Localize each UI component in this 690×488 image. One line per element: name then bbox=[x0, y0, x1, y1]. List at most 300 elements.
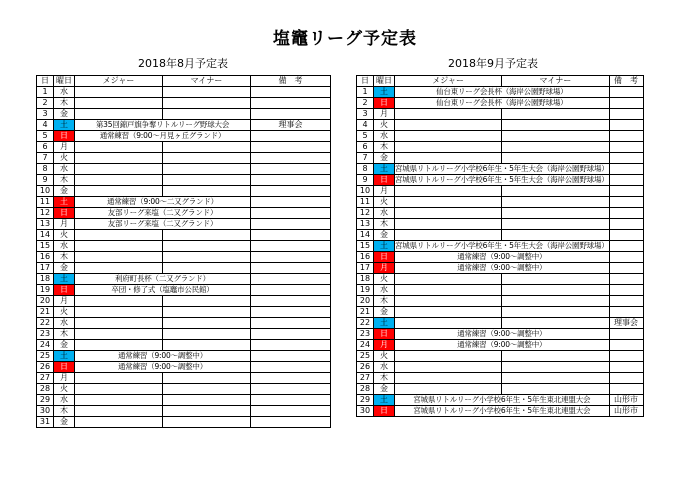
table-row bbox=[37, 384, 331, 395]
day-cell: 6 bbox=[37, 142, 54, 153]
weekday-cell: 水 bbox=[54, 318, 75, 329]
table-row bbox=[37, 351, 331, 362]
event-cell: 通常練習（9:00～調整中） bbox=[395, 329, 610, 340]
table-row bbox=[37, 142, 331, 153]
minor-cell bbox=[163, 406, 251, 417]
event-cell: 宮城県リトルリーグ小学校6年生・5年生大会（海岸公園野球場） bbox=[395, 175, 609, 184]
weekday-cell: 日 bbox=[374, 329, 395, 340]
table-row bbox=[37, 230, 331, 241]
weekday-cell: 火 bbox=[54, 153, 75, 164]
minor-cell bbox=[163, 252, 251, 263]
table-row bbox=[357, 98, 644, 109]
day-cell: 14 bbox=[357, 230, 374, 241]
note-cell bbox=[251, 395, 331, 406]
day-cell: 10 bbox=[357, 186, 374, 197]
day-cell: 9 bbox=[357, 175, 374, 186]
note-cell bbox=[609, 296, 643, 307]
major-cell bbox=[75, 384, 163, 395]
note-cell bbox=[251, 307, 331, 318]
event-cell: 通常練習（9:00～月見ヶ丘グランド） bbox=[75, 131, 251, 142]
minor-cell bbox=[163, 395, 251, 406]
minor-cell bbox=[502, 131, 609, 142]
major-cell bbox=[395, 219, 502, 230]
weekday-cell: 土 bbox=[374, 87, 395, 98]
note-cell bbox=[251, 296, 331, 307]
note-cell bbox=[251, 384, 331, 395]
note-cell bbox=[609, 285, 643, 296]
note-cell bbox=[251, 351, 331, 362]
weekday-cell: 土 bbox=[54, 274, 75, 285]
september-title: 2018年9月予定表 bbox=[448, 57, 538, 70]
header-minor: マイナー bbox=[163, 76, 251, 87]
weekday-cell: 水 bbox=[374, 131, 395, 142]
minor-cell bbox=[163, 98, 251, 109]
day-cell: 26 bbox=[357, 362, 374, 373]
minor-cell bbox=[502, 362, 609, 373]
table-row bbox=[357, 373, 644, 384]
august-rows bbox=[37, 87, 331, 428]
major-cell bbox=[395, 351, 502, 362]
table-row bbox=[357, 164, 644, 175]
weekday-cell: 水 bbox=[54, 87, 75, 98]
table-row bbox=[357, 329, 644, 340]
header-weekday: 曜日 bbox=[54, 76, 75, 87]
day-cell: 4 bbox=[357, 120, 374, 131]
event-cell: 宮城県リトルリーグ小学校6年生・5年生東北連盟大会 bbox=[395, 406, 610, 417]
day-cell: 11 bbox=[357, 197, 374, 208]
note-cell bbox=[251, 208, 331, 219]
table-row bbox=[357, 252, 644, 263]
table-row bbox=[357, 109, 644, 120]
header-day: 日 bbox=[37, 76, 54, 87]
weekday-cell: 日 bbox=[54, 131, 75, 142]
minor-cell bbox=[502, 296, 609, 307]
table-row bbox=[357, 362, 644, 373]
weekday-cell: 金 bbox=[374, 153, 395, 164]
weekday-cell: 日 bbox=[374, 406, 395, 417]
weekday-cell: 金 bbox=[54, 109, 75, 120]
note-cell bbox=[609, 274, 643, 285]
weekday-cell: 金 bbox=[54, 186, 75, 197]
event-cell: 宮城県リトルリーグ小学校6年生・5年生大会（海岸公園野球場） bbox=[395, 241, 609, 250]
table-row bbox=[37, 340, 331, 351]
note-cell bbox=[609, 186, 643, 197]
weekday-cell: 火 bbox=[54, 307, 75, 318]
table-row bbox=[37, 285, 331, 296]
day-cell: 19 bbox=[37, 285, 54, 296]
minor-cell bbox=[163, 230, 251, 241]
day-cell: 7 bbox=[37, 153, 54, 164]
weekday-cell: 金 bbox=[374, 230, 395, 241]
major-cell bbox=[395, 230, 502, 241]
table-row bbox=[37, 186, 331, 197]
weekday-cell: 日 bbox=[54, 362, 75, 373]
table-row bbox=[357, 351, 644, 362]
weekday-cell: 日 bbox=[54, 285, 75, 296]
table-row bbox=[37, 153, 331, 164]
major-cell bbox=[395, 142, 502, 153]
day-cell: 20 bbox=[357, 296, 374, 307]
note-cell bbox=[609, 120, 643, 131]
minor-cell bbox=[163, 186, 251, 197]
table-row bbox=[357, 230, 644, 241]
weekday-cell: 木 bbox=[54, 175, 75, 186]
day-cell: 30 bbox=[357, 406, 374, 417]
table-row bbox=[357, 219, 644, 230]
event-cell: 卒団・修了式（塩竈市公民館） bbox=[75, 285, 251, 296]
note-cell bbox=[251, 186, 331, 197]
minor-cell bbox=[502, 186, 609, 197]
weekday-cell: 月 bbox=[54, 296, 75, 307]
note-cell bbox=[251, 142, 331, 153]
note-cell bbox=[251, 230, 331, 241]
major-cell bbox=[75, 142, 163, 153]
weekday-cell: 木 bbox=[374, 296, 395, 307]
weekday-cell: 土 bbox=[374, 164, 395, 175]
day-cell: 16 bbox=[357, 252, 374, 263]
weekday-cell: 土 bbox=[54, 120, 75, 131]
major-cell bbox=[75, 153, 163, 164]
weekday-cell: 木 bbox=[374, 373, 395, 384]
major-cell bbox=[75, 175, 163, 186]
event-cell: 通常練習（9:00～調整中） bbox=[395, 263, 610, 274]
table-row bbox=[37, 131, 331, 142]
table-row bbox=[37, 208, 331, 219]
table-row bbox=[357, 120, 644, 131]
weekday-cell: 火 bbox=[374, 351, 395, 362]
weekday-cell: 月 bbox=[374, 109, 395, 120]
weekday-cell: 土 bbox=[54, 351, 75, 362]
weekday-cell: 木 bbox=[54, 98, 75, 109]
note-cell bbox=[251, 263, 331, 274]
day-cell: 23 bbox=[37, 329, 54, 340]
table-row bbox=[357, 153, 644, 164]
page-title: 塩竈リーグ予定表 bbox=[273, 29, 417, 49]
day-cell: 24 bbox=[37, 340, 54, 351]
minor-cell bbox=[163, 175, 251, 186]
weekday-cell: 木 bbox=[374, 142, 395, 153]
note-cell bbox=[251, 329, 331, 340]
table-row bbox=[357, 384, 644, 395]
day-cell: 15 bbox=[37, 241, 54, 252]
header-weekday: 曜日 bbox=[374, 76, 395, 87]
minor-cell bbox=[502, 197, 609, 208]
minor-cell bbox=[502, 373, 609, 384]
day-cell: 29 bbox=[37, 395, 54, 406]
minor-cell bbox=[163, 263, 251, 274]
note-cell bbox=[609, 153, 643, 164]
table-row bbox=[357, 241, 644, 252]
note-cell bbox=[609, 373, 643, 384]
day-cell: 13 bbox=[357, 219, 374, 230]
table-row bbox=[357, 87, 644, 98]
day-cell: 29 bbox=[357, 395, 374, 406]
minor-cell bbox=[163, 307, 251, 318]
table-row bbox=[357, 406, 644, 417]
note-cell bbox=[251, 340, 331, 351]
note-cell bbox=[609, 219, 643, 230]
weekday-cell: 日 bbox=[54, 208, 75, 219]
event-cell: 第35回錦戸旗争奪リトルリーグ野球大会 bbox=[75, 120, 251, 131]
day-cell: 7 bbox=[357, 153, 374, 164]
table-row bbox=[37, 241, 331, 252]
note-cell bbox=[609, 208, 643, 219]
weekday-cell: 日 bbox=[374, 252, 395, 263]
day-cell: 26 bbox=[37, 362, 54, 373]
weekday-cell: 金 bbox=[54, 340, 75, 351]
note-cell bbox=[609, 175, 643, 186]
major-cell bbox=[75, 340, 163, 351]
note-cell bbox=[609, 142, 643, 153]
major-cell bbox=[75, 252, 163, 263]
table-row bbox=[37, 296, 331, 307]
table-row bbox=[37, 373, 331, 384]
major-cell bbox=[75, 186, 163, 197]
day-cell: 21 bbox=[37, 307, 54, 318]
note-cell bbox=[251, 417, 331, 428]
weekday-cell: 日 bbox=[374, 175, 395, 186]
note-cell bbox=[609, 98, 643, 109]
day-cell: 9 bbox=[37, 175, 54, 186]
table-row bbox=[37, 329, 331, 340]
major-cell bbox=[395, 208, 502, 219]
day-cell: 1 bbox=[357, 87, 374, 98]
day-cell: 21 bbox=[357, 307, 374, 318]
day-cell: 17 bbox=[357, 263, 374, 274]
minor-cell bbox=[163, 318, 251, 329]
major-cell bbox=[75, 109, 163, 120]
table-row bbox=[37, 175, 331, 186]
day-cell: 10 bbox=[37, 186, 54, 197]
event-cell: 通常練習（9:00～調整中） bbox=[395, 252, 610, 263]
day-cell: 8 bbox=[357, 164, 374, 175]
weekday-cell: 火 bbox=[374, 197, 395, 208]
august-title: 2018年8月予定表 bbox=[138, 57, 228, 70]
event-cell: 通常練習（9:00～調整中） bbox=[75, 351, 251, 362]
weekday-cell: 水 bbox=[374, 208, 395, 219]
day-cell: 12 bbox=[357, 208, 374, 219]
table-row bbox=[357, 340, 644, 351]
table-row bbox=[37, 109, 331, 120]
minor-cell bbox=[502, 285, 609, 296]
major-cell bbox=[395, 307, 502, 318]
table-row bbox=[357, 285, 644, 296]
note-cell: 理事会 bbox=[251, 120, 331, 131]
weekday-cell: 水 bbox=[54, 241, 75, 252]
table-row bbox=[37, 164, 331, 175]
table-row bbox=[37, 307, 331, 318]
note-cell bbox=[251, 362, 331, 373]
day-cell: 27 bbox=[357, 373, 374, 384]
note-cell: 山形市 bbox=[609, 406, 643, 417]
event-cell: 通常練習（9:00～調整中） bbox=[395, 340, 610, 351]
weekday-cell: 月 bbox=[374, 263, 395, 274]
major-cell bbox=[395, 186, 502, 197]
weekday-cell: 水 bbox=[54, 164, 75, 175]
table-row bbox=[37, 417, 331, 428]
note-cell bbox=[609, 241, 643, 252]
day-cell: 30 bbox=[37, 406, 54, 417]
weekday-cell: 木 bbox=[374, 219, 395, 230]
note-cell bbox=[251, 164, 331, 175]
note-cell bbox=[609, 252, 643, 263]
major-cell bbox=[75, 87, 163, 98]
weekday-cell: 月 bbox=[374, 186, 395, 197]
major-cell bbox=[75, 373, 163, 384]
minor-cell bbox=[502, 384, 609, 395]
weekday-cell: 月 bbox=[54, 373, 75, 384]
table-row bbox=[37, 406, 331, 417]
day-cell: 22 bbox=[37, 318, 54, 329]
major-cell bbox=[395, 285, 502, 296]
event-cell: 宮城県リトルリーグ小学校6年生・5年生大会（海岸公園野球場） bbox=[395, 164, 609, 173]
day-cell: 27 bbox=[37, 373, 54, 384]
day-cell: 25 bbox=[37, 351, 54, 362]
minor-cell bbox=[502, 351, 609, 362]
day-cell: 8 bbox=[37, 164, 54, 175]
weekday-cell: 火 bbox=[54, 384, 75, 395]
major-cell bbox=[75, 307, 163, 318]
day-cell: 17 bbox=[37, 263, 54, 274]
day-cell: 12 bbox=[37, 208, 54, 219]
note-cell bbox=[251, 241, 331, 252]
weekday-cell: 金 bbox=[374, 384, 395, 395]
minor-cell bbox=[502, 153, 609, 164]
note-cell bbox=[609, 329, 643, 340]
day-cell: 5 bbox=[357, 131, 374, 142]
note-cell bbox=[251, 98, 331, 109]
day-cell: 20 bbox=[37, 296, 54, 307]
table-row bbox=[357, 263, 644, 274]
weekday-cell: 火 bbox=[54, 230, 75, 241]
minor-cell bbox=[163, 296, 251, 307]
note-cell bbox=[609, 384, 643, 395]
table-row bbox=[37, 318, 331, 329]
table-row bbox=[357, 197, 644, 208]
event-cell: 利府町長杯（二又グランド） bbox=[75, 274, 251, 285]
major-cell bbox=[395, 362, 502, 373]
major-cell bbox=[395, 131, 502, 142]
major-cell bbox=[75, 417, 163, 428]
minor-cell bbox=[502, 318, 609, 329]
note-cell bbox=[609, 197, 643, 208]
minor-cell bbox=[502, 142, 609, 153]
weekday-cell: 火 bbox=[374, 274, 395, 285]
day-cell: 2 bbox=[357, 98, 374, 109]
note-cell bbox=[609, 230, 643, 241]
weekday-cell: 水 bbox=[374, 285, 395, 296]
major-cell bbox=[395, 120, 502, 131]
note-cell bbox=[609, 263, 643, 274]
major-cell bbox=[395, 274, 502, 285]
major-cell bbox=[75, 263, 163, 274]
day-cell: 6 bbox=[357, 142, 374, 153]
table-row bbox=[37, 252, 331, 263]
day-cell: 16 bbox=[37, 252, 54, 263]
day-cell: 18 bbox=[357, 274, 374, 285]
major-cell bbox=[395, 109, 502, 120]
day-cell: 31 bbox=[37, 417, 54, 428]
major-cell bbox=[395, 384, 502, 395]
table-row bbox=[357, 318, 644, 329]
note-cell: 山形市 bbox=[609, 395, 643, 406]
minor-cell bbox=[502, 274, 609, 285]
note-cell bbox=[609, 351, 643, 362]
major-cell bbox=[75, 241, 163, 252]
note-cell bbox=[251, 219, 331, 230]
note-cell bbox=[609, 164, 643, 175]
day-cell: 28 bbox=[37, 384, 54, 395]
major-cell bbox=[75, 395, 163, 406]
table-row bbox=[357, 395, 644, 406]
note-cell: 理事会 bbox=[609, 318, 643, 329]
day-cell: 28 bbox=[357, 384, 374, 395]
day-cell: 1 bbox=[37, 87, 54, 98]
day-cell: 11 bbox=[37, 197, 54, 208]
september-rows bbox=[357, 87, 644, 417]
weekday-cell: 金 bbox=[54, 263, 75, 274]
header-major: メジャー bbox=[75, 76, 163, 87]
event-cell: 仙台東リーグ会長杯（海岸公園野球場） bbox=[395, 87, 610, 98]
day-cell: 25 bbox=[357, 351, 374, 362]
day-cell: 15 bbox=[357, 241, 374, 252]
minor-cell bbox=[163, 329, 251, 340]
minor-cell bbox=[502, 208, 609, 219]
weekday-cell: 土 bbox=[374, 241, 395, 252]
note-cell bbox=[609, 87, 643, 98]
note-cell bbox=[251, 153, 331, 164]
header-minor: マイナー bbox=[502, 76, 609, 87]
minor-cell bbox=[163, 109, 251, 120]
header-day: 日 bbox=[357, 76, 374, 87]
day-cell: 2 bbox=[37, 98, 54, 109]
weekday-cell: 金 bbox=[54, 417, 75, 428]
table-row bbox=[37, 263, 331, 274]
table-row bbox=[37, 219, 331, 230]
minor-cell bbox=[163, 340, 251, 351]
major-cell bbox=[395, 197, 502, 208]
major-cell bbox=[75, 296, 163, 307]
note-cell bbox=[251, 406, 331, 417]
note-cell bbox=[609, 131, 643, 142]
minor-cell bbox=[502, 230, 609, 241]
minor-cell bbox=[163, 142, 251, 153]
table-row bbox=[357, 142, 644, 153]
note-cell bbox=[609, 109, 643, 120]
table-row bbox=[357, 186, 644, 197]
minor-cell bbox=[502, 109, 609, 120]
weekday-cell: 木 bbox=[54, 329, 75, 340]
note-cell bbox=[609, 307, 643, 318]
note-cell bbox=[251, 274, 331, 285]
header-note: 備 考 bbox=[609, 76, 643, 87]
table-row bbox=[37, 362, 331, 373]
header-row bbox=[357, 76, 644, 87]
note-cell bbox=[251, 252, 331, 263]
weekday-cell: 火 bbox=[374, 120, 395, 131]
event-cell: 友部リーグ来塩（二又グランド） bbox=[75, 208, 251, 219]
weekday-cell: 水 bbox=[54, 395, 75, 406]
note-cell bbox=[251, 285, 331, 296]
major-cell bbox=[395, 373, 502, 384]
note-cell bbox=[251, 318, 331, 329]
table-row bbox=[357, 274, 644, 285]
minor-cell bbox=[163, 241, 251, 252]
day-cell: 5 bbox=[37, 131, 54, 142]
major-cell bbox=[75, 406, 163, 417]
major-cell bbox=[395, 318, 502, 329]
table-row bbox=[357, 208, 644, 219]
